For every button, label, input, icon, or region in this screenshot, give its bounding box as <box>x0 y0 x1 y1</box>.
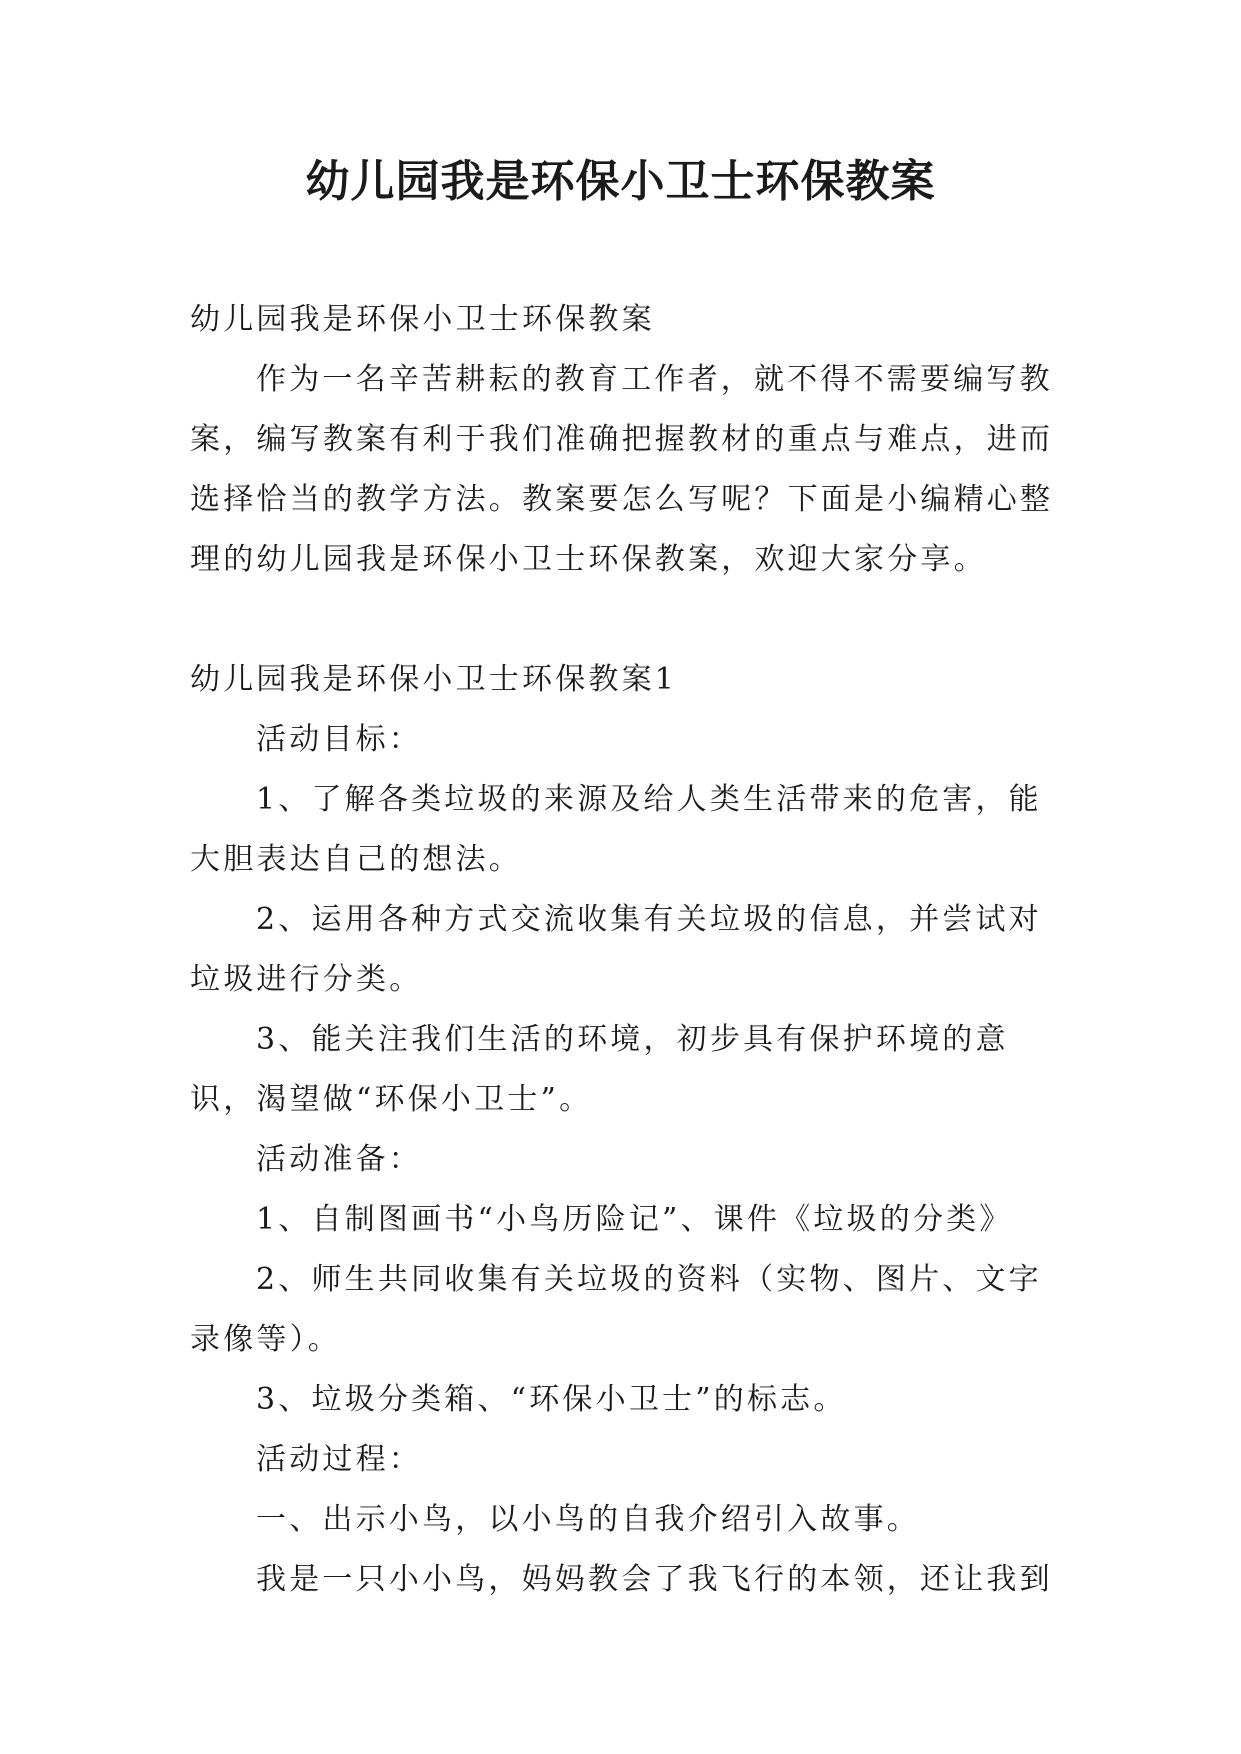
goals-heading: 活动目标： <box>256 722 422 757</box>
process-item: 一、出示小鸟，以小鸟的自我介绍引入故事。 <box>256 1502 920 1537</box>
prep-item: 2、师生共同收集有关垃圾的资料（实物、图片、文字录像等）。 <box>190 1262 1042 1357</box>
section-spacer <box>190 590 1060 650</box>
process-heading: 活动过程： <box>256 1442 422 1477</box>
prep-heading: 活动准备： <box>256 1142 422 1177</box>
process-item: 我是一只小小鸟，妈妈教会了我飞行的本领，还让我到 <box>256 1562 1053 1597</box>
section-heading: 幼儿园我是环保小卫士环保教案1 <box>190 662 678 697</box>
goal-item: 3、能关注我们生活的环境，初步具有保护环境的意识，渴望做“环保小卫士”。 <box>190 1022 1009 1117</box>
intro-paragraph: 作为一名辛苦耕耘的教育工作者，就不得不需要编写教案，编写教案有利于我们准确把握教材的重点与难点，进而选择恰当的教学方法。教案要怎么写呢？下面是小编精心整理的幼儿园我是环保小卫士环保教案，欢迎大家分享。 <box>190 362 1054 577</box>
prep-item: 1、自制图画书“小鸟历险记”、课件《垃圾的分类》 <box>256 1202 1013 1237</box>
prep-item: 3、垃圾分类箱、“环保小卫士”的标志。 <box>256 1382 847 1417</box>
intro-heading: 幼儿园我是环保小卫士环保教案 <box>190 302 655 337</box>
document-title: 幼儿园我是环保小卫士环保教案 <box>305 156 936 207</box>
document-body <box>190 290 1060 1610</box>
goal-item: 1、了解各类垃圾的来源及给人类生活带来的危害，能大胆表达自己的想法。 <box>190 782 1042 877</box>
goal-item: 2、运用各种方式交流收集有关垃圾的信息，并尝试对垃圾进行分类。 <box>190 902 1042 997</box>
